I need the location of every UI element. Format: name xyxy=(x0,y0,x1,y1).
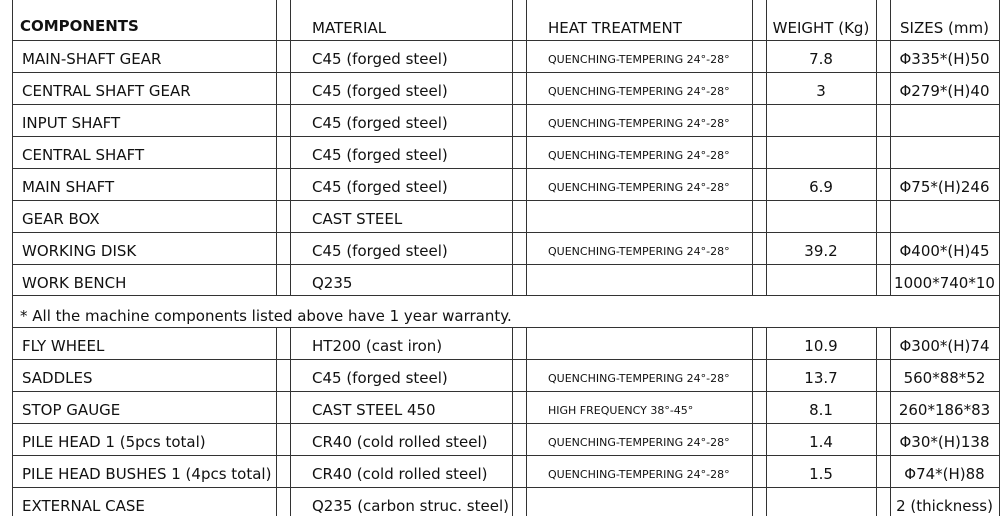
weight-cell: 1.4 xyxy=(809,433,833,451)
warranty-note: * All the machine components listed above have 1 year warranty. xyxy=(20,307,512,325)
material-cell: CAST STEEL xyxy=(312,210,403,228)
column-divider xyxy=(276,0,277,295)
material-cell: CR40 (cold rolled steel) xyxy=(312,433,488,451)
component-name: SADDLES xyxy=(22,369,93,387)
material-cell: C45 (forged steel) xyxy=(312,369,448,387)
weight-cell xyxy=(766,265,876,296)
material-cell: Q235 xyxy=(312,274,353,292)
material-cell: C45 (forged steel) xyxy=(312,50,448,68)
material-cell: Q235 (carbon struc. steel) xyxy=(312,497,509,515)
component-name: WORK BENCH xyxy=(22,274,127,292)
component-name: CENTRAL SHAFT xyxy=(22,146,145,164)
weight-cell: 3 xyxy=(816,82,826,100)
material-cell: C45 (forged steel) xyxy=(312,146,448,164)
component-name: MAIN SHAFT xyxy=(22,178,115,196)
size-cell: Φ30*(H)138 xyxy=(899,433,990,451)
size-cell: Φ400*(H)45 xyxy=(899,242,990,260)
size-cell xyxy=(890,137,999,168)
size-cell: 1000*740*10 xyxy=(894,274,995,292)
material-cell: C45 (forged steel) xyxy=(312,82,448,100)
header-material: MATERIAL xyxy=(312,19,387,37)
column-divider xyxy=(752,327,753,516)
component-name: EXTERNAL CASE xyxy=(22,497,145,515)
heat-treatment-cell: QUENCHING-TEMPERING 24°-28° xyxy=(548,85,730,98)
material-cell: CR40 (cold rolled steel) xyxy=(312,465,488,483)
component-name: INPUT SHAFT xyxy=(22,114,121,132)
column-divider xyxy=(512,0,513,295)
size-cell: Φ75*(H)246 xyxy=(899,178,990,196)
column-divider xyxy=(526,0,527,295)
weight-cell xyxy=(766,137,876,168)
heat-treatment-cell: HIGH FREQUENCY 38°-45° xyxy=(548,404,694,417)
weight-cell: 1.5 xyxy=(809,465,833,483)
weight-cell xyxy=(766,201,876,232)
size-cell: Φ335*(H)50 xyxy=(899,50,990,68)
weight-cell: 39.2 xyxy=(804,242,838,260)
size-cell: Φ74*(H)88 xyxy=(904,465,985,483)
column-divider xyxy=(752,0,753,295)
size-cell xyxy=(890,201,999,232)
heat-treatment-cell: QUENCHING-TEMPERING 24°-28° xyxy=(548,181,730,194)
material-cell: HT200 (cast iron) xyxy=(312,337,443,355)
header-components: COMPONENTS xyxy=(20,17,139,35)
heat-treatment-cell: QUENCHING-TEMPERING 24°-28° xyxy=(548,436,730,449)
component-name: PILE HEAD BUSHES 1 (4pcs total) xyxy=(22,465,272,483)
heat-treatment-cell: QUENCHING-TEMPERING 24°-28° xyxy=(548,149,730,162)
column-divider xyxy=(512,327,513,516)
size-cell: Φ300*(H)74 xyxy=(899,337,990,355)
weight-cell xyxy=(766,105,876,136)
heat-treatment-cell: QUENCHING-TEMPERING 24°-28° xyxy=(548,117,730,130)
heat-treatment-cell: QUENCHING-TEMPERING 24°-28° xyxy=(548,53,730,66)
size-cell: 260*186*83 xyxy=(898,401,991,419)
size-cell: 2 (thickness) xyxy=(896,497,993,515)
component-name: CENTRAL SHAFT GEAR xyxy=(22,82,191,100)
column-divider xyxy=(526,327,527,516)
weight-cell: 8.1 xyxy=(809,401,833,419)
component-name: STOP GAUGE xyxy=(22,401,121,419)
heat-treatment-cell: QUENCHING-TEMPERING 24°-28° xyxy=(548,468,730,481)
weight-cell: 13.7 xyxy=(804,369,838,387)
component-name: FLY WHEEL xyxy=(22,337,105,355)
component-name: MAIN-SHAFT GEAR xyxy=(22,50,162,68)
size-cell: 560*88*52 xyxy=(903,369,986,387)
column-divider xyxy=(290,0,291,295)
weight-cell: 10.9 xyxy=(804,337,838,355)
material-cell: CAST STEEL 450 xyxy=(312,401,436,419)
material-cell: C45 (forged steel) xyxy=(312,242,448,260)
heat-treatment-cell: QUENCHING-TEMPERING 24°-28° xyxy=(548,372,730,385)
column-divider xyxy=(876,327,877,516)
column-divider xyxy=(276,327,277,516)
component-name: PILE HEAD 1 (5pcs total) xyxy=(22,433,206,451)
column-divider xyxy=(12,0,13,516)
column-divider xyxy=(290,327,291,516)
component-name: GEAR BOX xyxy=(22,210,100,228)
header-weight: WEIGHT (Kg) xyxy=(772,19,870,37)
weight-cell xyxy=(766,488,876,516)
weight-cell: 7.8 xyxy=(809,50,833,68)
column-divider xyxy=(876,0,877,295)
component-name: WORKING DISK xyxy=(22,242,137,260)
size-cell xyxy=(890,105,999,136)
material-cell: C45 (forged steel) xyxy=(312,114,448,132)
heat-treatment-cell: QUENCHING-TEMPERING 24°-28° xyxy=(548,245,730,258)
size-cell: Φ279*(H)40 xyxy=(899,82,990,100)
weight-cell: 6.9 xyxy=(809,178,833,196)
header-sizes: SIZES (mm) xyxy=(900,19,989,37)
material-cell: C45 (forged steel) xyxy=(312,178,448,196)
header-heat-treatment: HEAT TREATMENT xyxy=(548,19,682,37)
